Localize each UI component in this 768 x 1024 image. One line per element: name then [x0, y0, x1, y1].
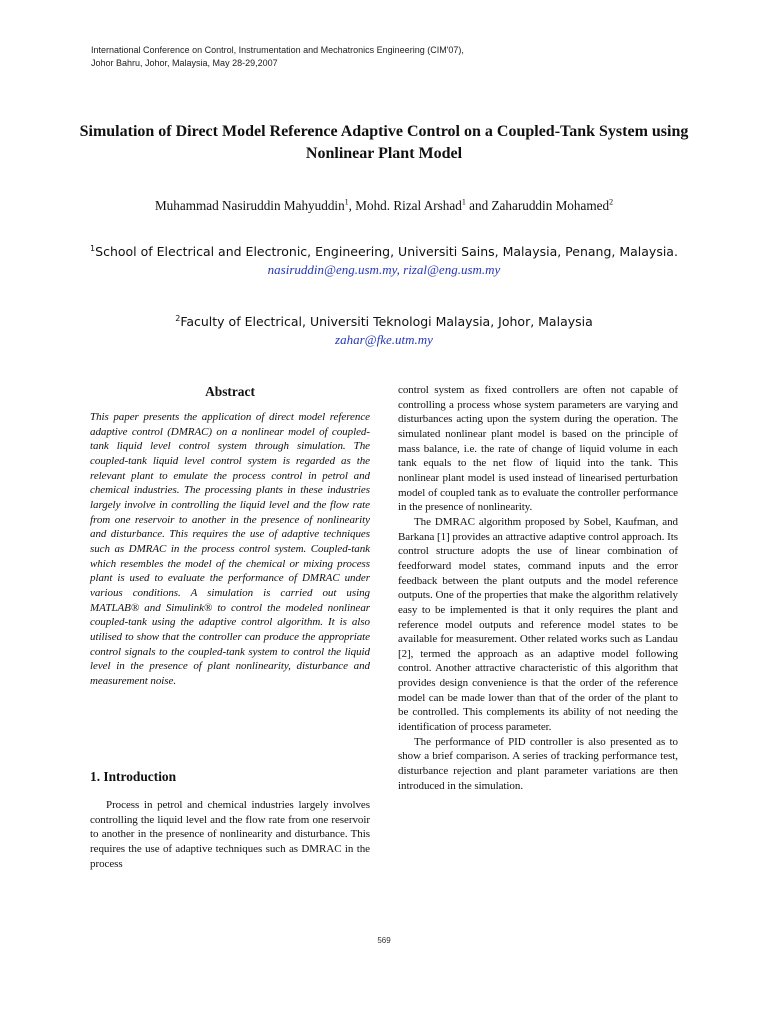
conference-line-2: Johor Bahru, Johor, Malaysia, May 28-29,2007	[91, 58, 278, 68]
body-paragraph: The DMRAC algorithm proposed by Sobel, Kaufman, and Barkana [1] provides an attractive adaptive control approach. Its control structure adopts the use of linear combination of feedforward model states, command inputs and the error feedback between the plant outputs and the model reference outputs. One of the properties that make the algorithm relatively easy to be implemented is that it only requires the plant and reference model outputs and reference model states to be available for measurement. Other related works such as Landau [2], termed the approach as an adaptive model following control. Another attractive characteristic of this algorithm that provides design convenience is that the order of the reference model can be made lower than that of the order of the plant to be controlled. This complements its ability of not needing the identification of process parameter.	[398, 515, 678, 734]
author-separator: and	[465, 198, 492, 213]
affiliation-2	[80, 313, 688, 349]
abstract-body	[90, 410, 370, 688]
email-link[interactable]: nasiruddin@eng.usm.my, rizal@eng.usm.my	[267, 262, 501, 277]
body-paragraph: control system as fixed controllers are often not capable of controlling a process whose system parameters are varying and disturbances acting upon the system during the operation. The simulated nonlinear plant model is based on the principle of mass balance, i.e. the rate of change of liquid volume in each tank equals to the net flow of liquid into the tank. This nonlinear plant model is used instead of linearised perturbation model of coupled tank as to evaluate the controller performance in the presence of nonlinearity.	[398, 384, 678, 514]
affiliation-name: Faculty of Electrical, Universiti Teknologi Malaysia, Johor, Malaysia	[180, 314, 593, 329]
body-paragraph: The performance of PID controller is also presented as to show a brief comparison. A series of tracking performance test, disturbance rejection and plant parameter variations are then introduced in the simulation.	[398, 735, 678, 792]
introduction-paragraph: Process in petrol and chemical industries largely involves controlling the liquid level and the flow rate from one reservoir to another in the presence of nonlinearity and disturbance. This requires the use of adaptive techniques such as DMRAC in the process	[90, 799, 370, 870]
abstract-heading: Abstract	[205, 384, 255, 399]
author-affiliation-mark: 1	[344, 197, 349, 207]
affiliation-name: School of Electrical and Electronic, Engineering, Universiti Sains, Malaysia, Penang, Malaysia.	[95, 244, 678, 259]
author-separator: ,	[348, 198, 356, 213]
affiliation-text	[80, 313, 688, 331]
page-number: 569	[377, 936, 391, 945]
affiliation-1	[80, 243, 688, 279]
author-affiliation-mark: 1	[461, 197, 466, 207]
right-column	[398, 383, 678, 793]
introduction-heading: 1. Introduction	[90, 769, 177, 784]
affiliation-mark: 2	[175, 313, 181, 323]
author-name: Muhammad Nasiruddin Mahyuddin	[154, 198, 345, 213]
author-affiliation-mark: 2	[609, 197, 614, 207]
email-link[interactable]: zahar@fke.utm.my	[335, 332, 433, 347]
author-list	[60, 197, 708, 215]
author-name: Mohd. Rizal Arshad	[355, 198, 462, 213]
conference-header	[91, 44, 464, 70]
introduction-body	[90, 798, 370, 871]
author-name: Zaharuddin Mohamed	[491, 198, 610, 213]
affiliation-text	[80, 243, 688, 261]
conference-line-1: International Conference on Control, Instrumentation and Mechatronics Engineering (CIM'07),	[91, 45, 464, 55]
affiliation-mark: 1	[90, 243, 96, 253]
abstract-text: This paper presents the application of direct model reference adaptive control (DMRAC) on a nonlinear model of coupled-tank liquid level control system through simulation. The coupled-tank liquid level control system is regarded as the relevant plant to emulate the process control in petrol and chemical industries. The processing plants in these industries largely involve in controlling the liquid level and the flow rate from one reservoir to another in the presence of nonlinearity and disturbance. This requires the use of adaptive techniques such as DMRAC in the process control system. Coupled-tank which resembles the model of the chemical or mixing process plant is used to evaluate the performance of DMRAC under various conditions. A simulation is carried out using MATLAB® and Simulink® to control the modeled nonlinear coupled-tank using the adaptive control algorithm. It is also utilised to show that the controller can produce the appropriate control signals to the coupled-tank system to control the liquid level in the presence of plant nonlinearity, disturbance and measurement noise.	[90, 411, 370, 687]
paper-title: Simulation of Direct Model Reference Adaptive Control on a Coupled-Tank System using Nonlinear Plant Model	[79, 123, 689, 162]
